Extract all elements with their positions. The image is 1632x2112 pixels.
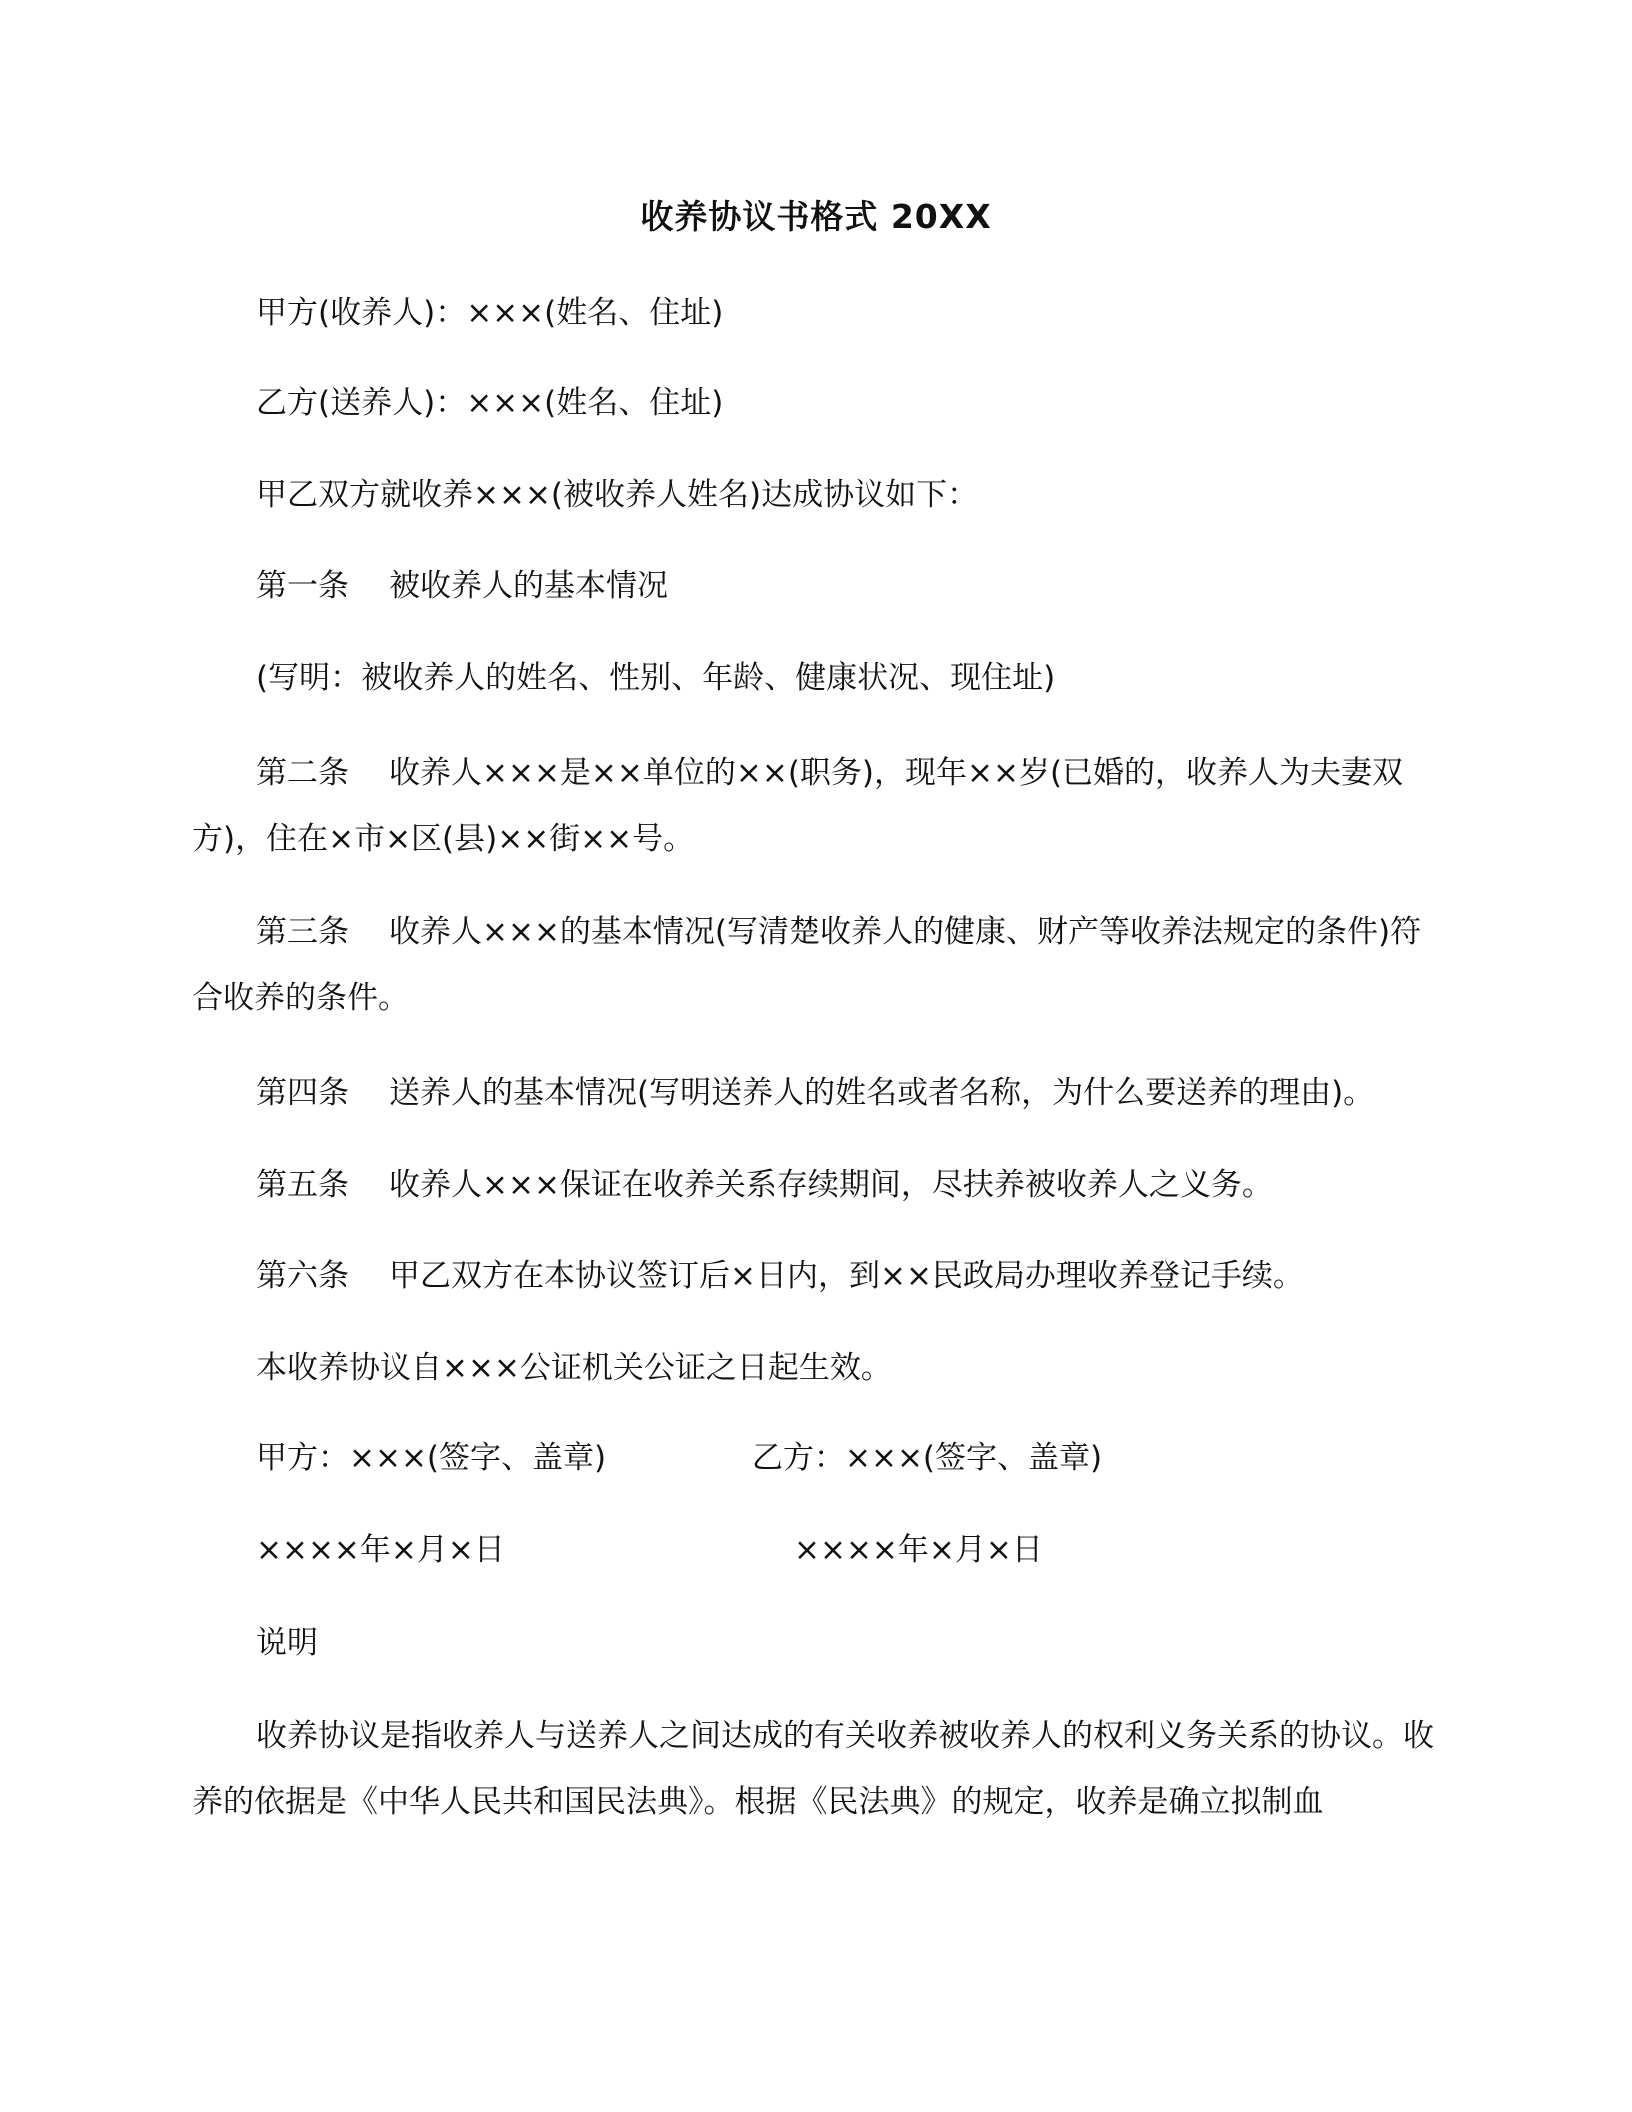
party-a-line: 甲方(收养人)：×××(姓名、住址) — [256, 295, 724, 331]
article-5-text: 收养人×××保证在收养关系存续期间，尽扶养被收养人之义务。 — [389, 1167, 1273, 1203]
article-3-label: 第三条 — [256, 914, 349, 950]
article-3-text: 收养人×××的基本情况(写清楚收养人的健康、财产等收养法规定的条件)符合收养的条件。 — [192, 914, 1422, 1016]
article-5 — [256, 1152, 1504, 1218]
article-1-text: 被收养人的基本情况 — [389, 568, 668, 604]
article-4 — [256, 1060, 1504, 1126]
article-4-text: 送养人的基本情况(写明送养人的姓名或者名称，为什么要送养的理由)。 — [389, 1075, 1375, 1111]
article-6-text: 甲乙双方在本协议签订后×日内，到××民政局办理收养登记手续。 — [389, 1258, 1304, 1294]
article-4-label: 第四条 — [256, 1075, 349, 1111]
signature-party-b: 乙方：×××(签字、盖章) — [752, 1440, 1103, 1476]
document-title: 收养协议书格式 20XX — [640, 197, 992, 236]
note-heading: 说明 — [256, 1625, 318, 1661]
signature-date-b: ××××年×月×日 — [794, 1532, 1043, 1568]
article-1-label: 第一条 — [256, 568, 349, 604]
article-1 — [256, 553, 1504, 619]
article-5-label: 第五条 — [256, 1167, 349, 1203]
article-2-text: 收养人×××是××单位的××(职务)，现年××岁(已婚的，收养人为夫妻双方)，住在×市×区(县)××街××号。 — [192, 755, 1404, 857]
article-2-label: 第二条 — [256, 755, 349, 791]
article-1-note: (写明：被收养人的姓名、性别、年龄、健康状况、现住址) — [256, 660, 1056, 696]
effective-clause: 本收养协议自×××公证机关公证之日起生效。 — [256, 1350, 892, 1386]
party-b-line: 乙方(送养人)：×××(姓名、住址) — [256, 385, 724, 421]
article-6-label: 第六条 — [256, 1258, 349, 1294]
article-6 — [256, 1243, 1504, 1309]
article-3 — [192, 899, 1440, 1031]
note-body: 收养协议是指收养人与送养人之间达成的有关收养被收养人的权利义务关系的协议。收养的依据是《中华人民共和国民法典》。根据《民法典》的规定，收养是确立拟制血 — [192, 1718, 1434, 1820]
signature-party-a: 甲方：×××(签字、盖章) — [256, 1440, 607, 1476]
intro-line: 甲乙双方就收养×××(被收养人姓名)达成协议如下： — [256, 477, 979, 513]
article-2 — [192, 740, 1440, 872]
signature-date-a: ××××年×月×日 — [256, 1532, 505, 1568]
